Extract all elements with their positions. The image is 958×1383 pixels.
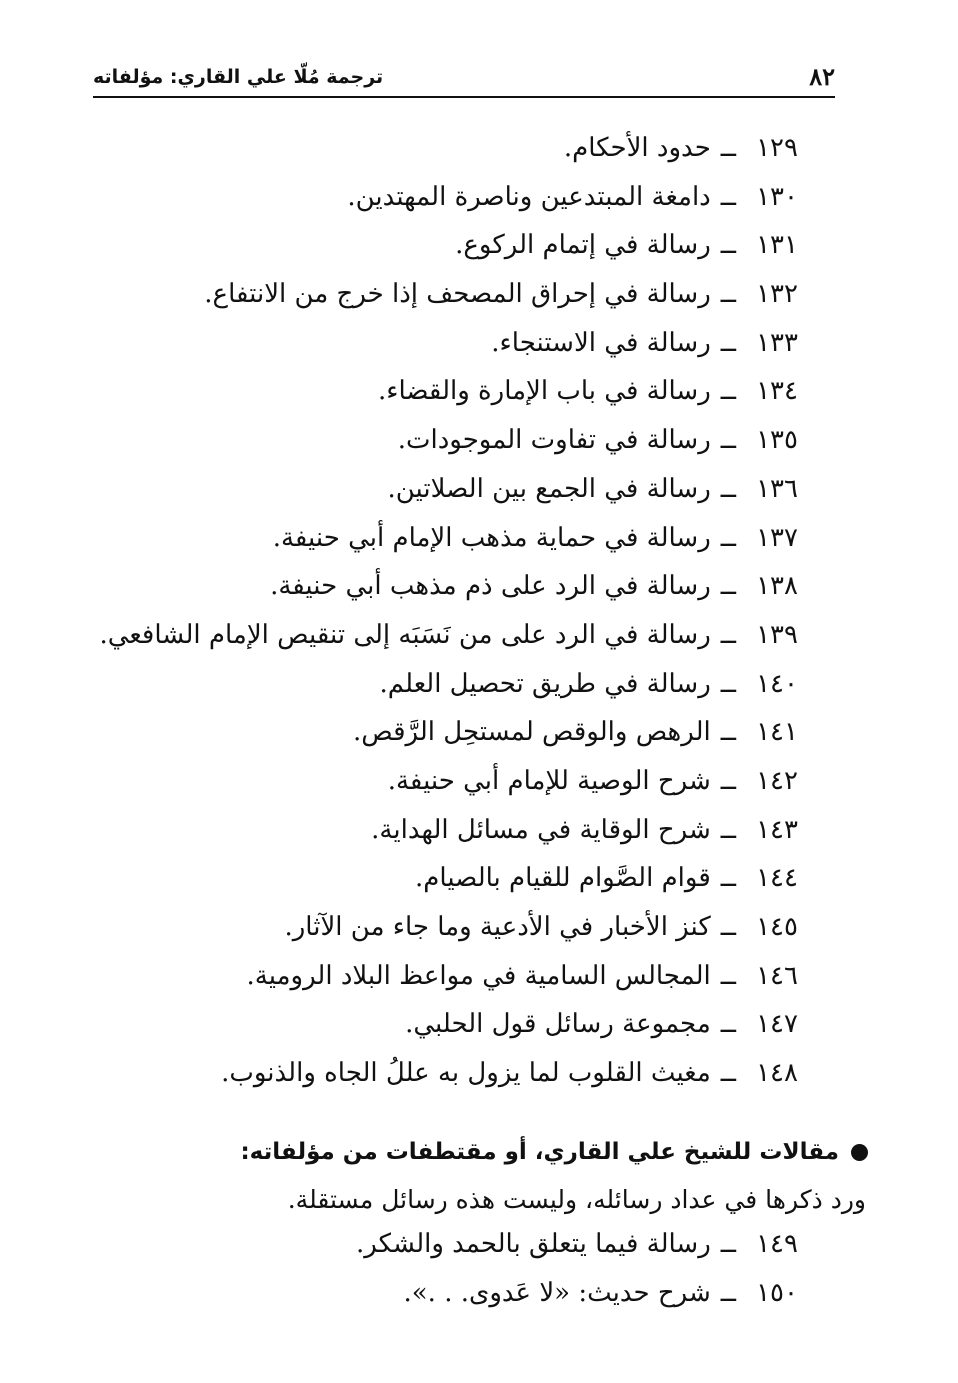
entry-separator: ــ xyxy=(720,814,736,845)
entry-separator: ــ xyxy=(720,1229,736,1259)
entry-number: ١٥٠ xyxy=(756,1277,798,1308)
entry-separator: ــ xyxy=(720,571,736,602)
running-title: ترجمة مُلّا علي القاري: مؤلفاته xyxy=(93,66,384,88)
section-heading xyxy=(108,1128,868,1176)
list-item xyxy=(98,757,798,806)
entry-number: ١٤٩ xyxy=(756,1229,798,1259)
entry-number: ١٣٢ xyxy=(756,279,798,310)
entry-title: رسالة فيما يتعلق بالحمد والشكر. xyxy=(356,1229,711,1259)
entry-number: ١٤١ xyxy=(756,717,798,748)
entry-number: ١٢٩ xyxy=(756,133,798,163)
entry-title: رسالة في الاستنجاء. xyxy=(491,327,711,358)
entry-title: الرهص والوقص لمستحِل الرَّقص. xyxy=(352,717,711,748)
entry-separator: ــ xyxy=(720,765,736,796)
list-item xyxy=(98,1000,798,1049)
works-list xyxy=(98,124,798,1098)
entry-title: رسالة في إحراق المصحف إذا خرج من الانتفاع. xyxy=(204,279,711,310)
entry-number: ١٣٧ xyxy=(756,522,798,553)
entry-title: قوام الصَّوام للقيام بالصيام. xyxy=(415,863,711,894)
entry-separator: ــ xyxy=(720,619,736,650)
entry-separator: ــ xyxy=(720,863,736,894)
entry-number: ١٣٠ xyxy=(756,181,798,212)
list-item xyxy=(98,221,798,270)
list-item xyxy=(98,416,798,465)
entry-title: رسالة في باب الإمارة والقضاء. xyxy=(377,376,711,407)
entry-title: رسالة في الرد على من نَسَبَه إلى تنقيص الإمام الشافعي. xyxy=(99,619,711,650)
entry-number: ١٤٥ xyxy=(756,912,798,942)
list-item xyxy=(98,270,798,319)
list-item xyxy=(98,562,798,611)
entry-separator: ــ xyxy=(720,1277,736,1308)
list-item xyxy=(98,1049,798,1098)
entry-title: شرح حديث: «لا عَدوى. . .». xyxy=(403,1277,711,1308)
bullet-icon xyxy=(851,1144,868,1161)
entry-title: كنز الأخبار في الأدعية وما جاء من الآثار. xyxy=(284,912,711,942)
entry-number: ١٣٤ xyxy=(756,376,798,407)
entry-separator: ــ xyxy=(720,473,736,504)
entry-title: شرح الوقاية في مسائل الهداية. xyxy=(371,814,711,845)
entry-number: ١٤٢ xyxy=(756,765,798,796)
entry-title: رسالة في طريق تحصيل العلم. xyxy=(379,668,711,699)
list-item xyxy=(98,708,798,757)
entry-separator: ــ xyxy=(720,376,736,407)
entry-title: رسالة في الجمع بين الصلاتين. xyxy=(387,473,711,504)
entry-title: حدود الأحكام. xyxy=(563,133,711,163)
list-item xyxy=(98,124,798,173)
entry-separator: ــ xyxy=(720,230,736,261)
list-item xyxy=(98,367,798,416)
list-item xyxy=(98,660,798,709)
entry-number: ١٣٥ xyxy=(756,425,798,456)
entry-separator: ــ xyxy=(720,912,736,942)
entry-separator: ــ xyxy=(720,425,736,456)
entry-separator: ــ xyxy=(720,1009,736,1040)
entry-number: ١٤٧ xyxy=(756,1009,798,1040)
entry-title: مغيث القلوب لما يزول به عللُ الجاه والذنوب. xyxy=(221,1058,711,1089)
entry-separator: ــ xyxy=(720,327,736,358)
list-item xyxy=(98,1220,798,1269)
section-heading-text: مقالات للشيخ علي القاري، أو مقتطفات من مؤلفاته: xyxy=(240,1139,839,1165)
list-item xyxy=(98,514,798,563)
list-item xyxy=(98,952,798,1001)
entry-separator: ــ xyxy=(720,522,736,553)
entry-title: المجالس السامية في مواعظ البلاد الرومية. xyxy=(246,960,711,991)
entry-number: ١٣٣ xyxy=(756,327,798,358)
entry-separator: ــ xyxy=(720,1058,736,1089)
entry-number: ١٤٨ xyxy=(756,1058,798,1089)
entry-separator: ــ xyxy=(720,279,736,310)
list-item xyxy=(98,611,798,660)
header-rule xyxy=(93,96,835,98)
section-note: ورد ذكرها في عداد رسائله، وليست هذه رسائل مستقلة. xyxy=(287,1185,866,1214)
entry-title: شرح الوصية للإمام أبي حنيفة. xyxy=(387,765,711,796)
list-item xyxy=(98,903,798,952)
list-item xyxy=(98,1269,798,1318)
list-item xyxy=(98,465,798,514)
list-item xyxy=(98,806,798,855)
entry-separator: ــ xyxy=(720,181,736,212)
entry-number: ١٤٦ xyxy=(756,960,798,991)
entry-title: مجموعة رسائل قول الحلبي. xyxy=(405,1009,711,1040)
articles-section xyxy=(108,1128,868,1224)
entry-number: ١٤٣ xyxy=(756,814,798,845)
entry-separator: ــ xyxy=(720,668,736,699)
entry-title: رسالة في تفاوت الموجودات. xyxy=(397,425,711,456)
list-item xyxy=(98,173,798,222)
entry-title: رسالة في الرد على ذم مذهب أبي حنيفة. xyxy=(270,571,711,602)
entry-number: ١٤٤ xyxy=(756,863,798,894)
articles-list xyxy=(98,1220,798,1317)
entry-title: دامغة المبتدعين وناصرة المهتدين. xyxy=(347,181,711,212)
entry-separator: ــ xyxy=(720,133,736,163)
entry-title: رسالة في إتمام الركوع. xyxy=(455,230,711,261)
page-header xyxy=(93,56,835,96)
list-item xyxy=(98,854,798,903)
entry-title: رسالة في حماية مذهب الإمام أبي حنيفة. xyxy=(272,522,711,553)
entry-number: ١٤٠ xyxy=(756,668,798,699)
list-item xyxy=(98,319,798,368)
page-number: ٨٢ xyxy=(809,62,835,91)
entry-number: ١٣٩ xyxy=(756,619,798,650)
entry-number: ١٣٨ xyxy=(756,571,798,602)
entry-number: ١٣٦ xyxy=(756,473,798,504)
entry-separator: ــ xyxy=(720,717,736,748)
entry-number: ١٣١ xyxy=(756,230,798,261)
entry-separator: ــ xyxy=(720,960,736,991)
